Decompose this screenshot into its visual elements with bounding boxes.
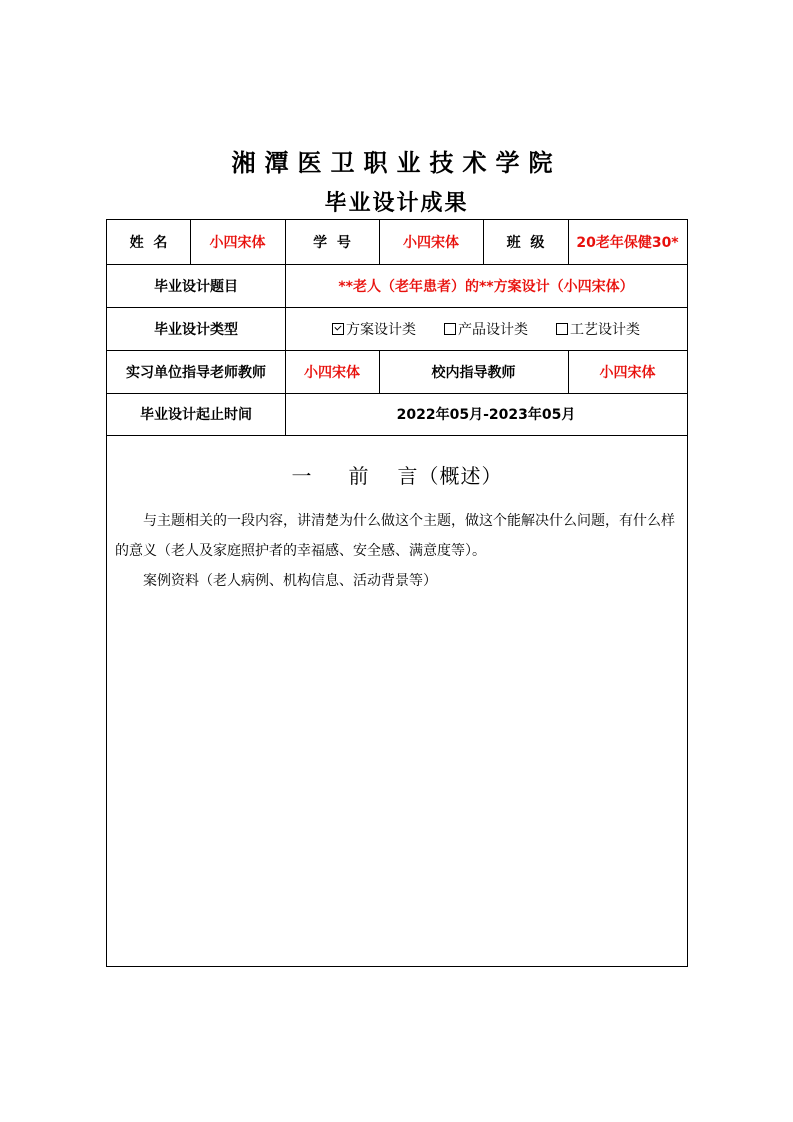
type-options [285, 307, 687, 350]
name-value[interactable]: 小四宋体 [209, 235, 266, 251]
class-value[interactable]: 20老年保健30* [576, 235, 679, 251]
option-label: 工艺设计类 [570, 321, 640, 338]
form-table [106, 219, 688, 967]
option-label: 产品设计类 [458, 321, 528, 338]
checkbox-icon[interactable] [556, 323, 568, 335]
school-name: 湘潭医卫职业技术学院 [231, 149, 562, 177]
school-teacher-label: 校内指导教师 [431, 364, 516, 381]
checkbox-checked-icon[interactable] [332, 323, 344, 335]
type-label: 毕业设计类型 [154, 321, 238, 338]
option-product-design[interactable] [444, 319, 528, 339]
option-scheme-design[interactable] [332, 319, 416, 339]
student-id-label: 学 号 [313, 235, 351, 251]
period-value[interactable]: 2022年05月-2023年05月 [396, 407, 576, 423]
option-label: 方案设计类 [346, 321, 416, 338]
section-heading [107, 460, 687, 489]
intern-teacher-label: 实习单位指导老师教师 [126, 364, 266, 381]
section-title-a: 前 [348, 464, 370, 488]
section-number: 一 [291, 464, 313, 488]
intern-teacher-value[interactable]: 小四宋体 [304, 364, 360, 381]
name-label: 姓 名 [129, 235, 168, 251]
row-divider [107, 435, 687, 436]
case-materials-paragraph: 案例资料（老人病例、机构信息、活动背景等） [143, 573, 437, 589]
student-id-value[interactable]: 小四宋体 [403, 235, 459, 251]
option-process-design[interactable] [556, 319, 640, 339]
section-title-b: 言（概述） [397, 464, 503, 488]
topic-label: 毕业设计题目 [154, 278, 238, 295]
intro-paragraph: 与主题相关的一段内容，讲清楚为什么做这个主题，做这个能解决什么问题，有什么样的意义（老人及家庭照护者的幸福感、安全感、满意度等）。 [115, 513, 675, 559]
document-title: 毕业设计成果 [324, 191, 469, 216]
topic-value[interactable]: **老人（老年患者）的**方案设计（小四宋体） [338, 278, 634, 295]
checkbox-icon[interactable] [444, 323, 456, 335]
school-teacher-value[interactable]: 小四宋体 [599, 364, 656, 381]
class-label: 班 级 [506, 235, 545, 251]
period-label: 毕业设计起止时间 [140, 407, 252, 423]
